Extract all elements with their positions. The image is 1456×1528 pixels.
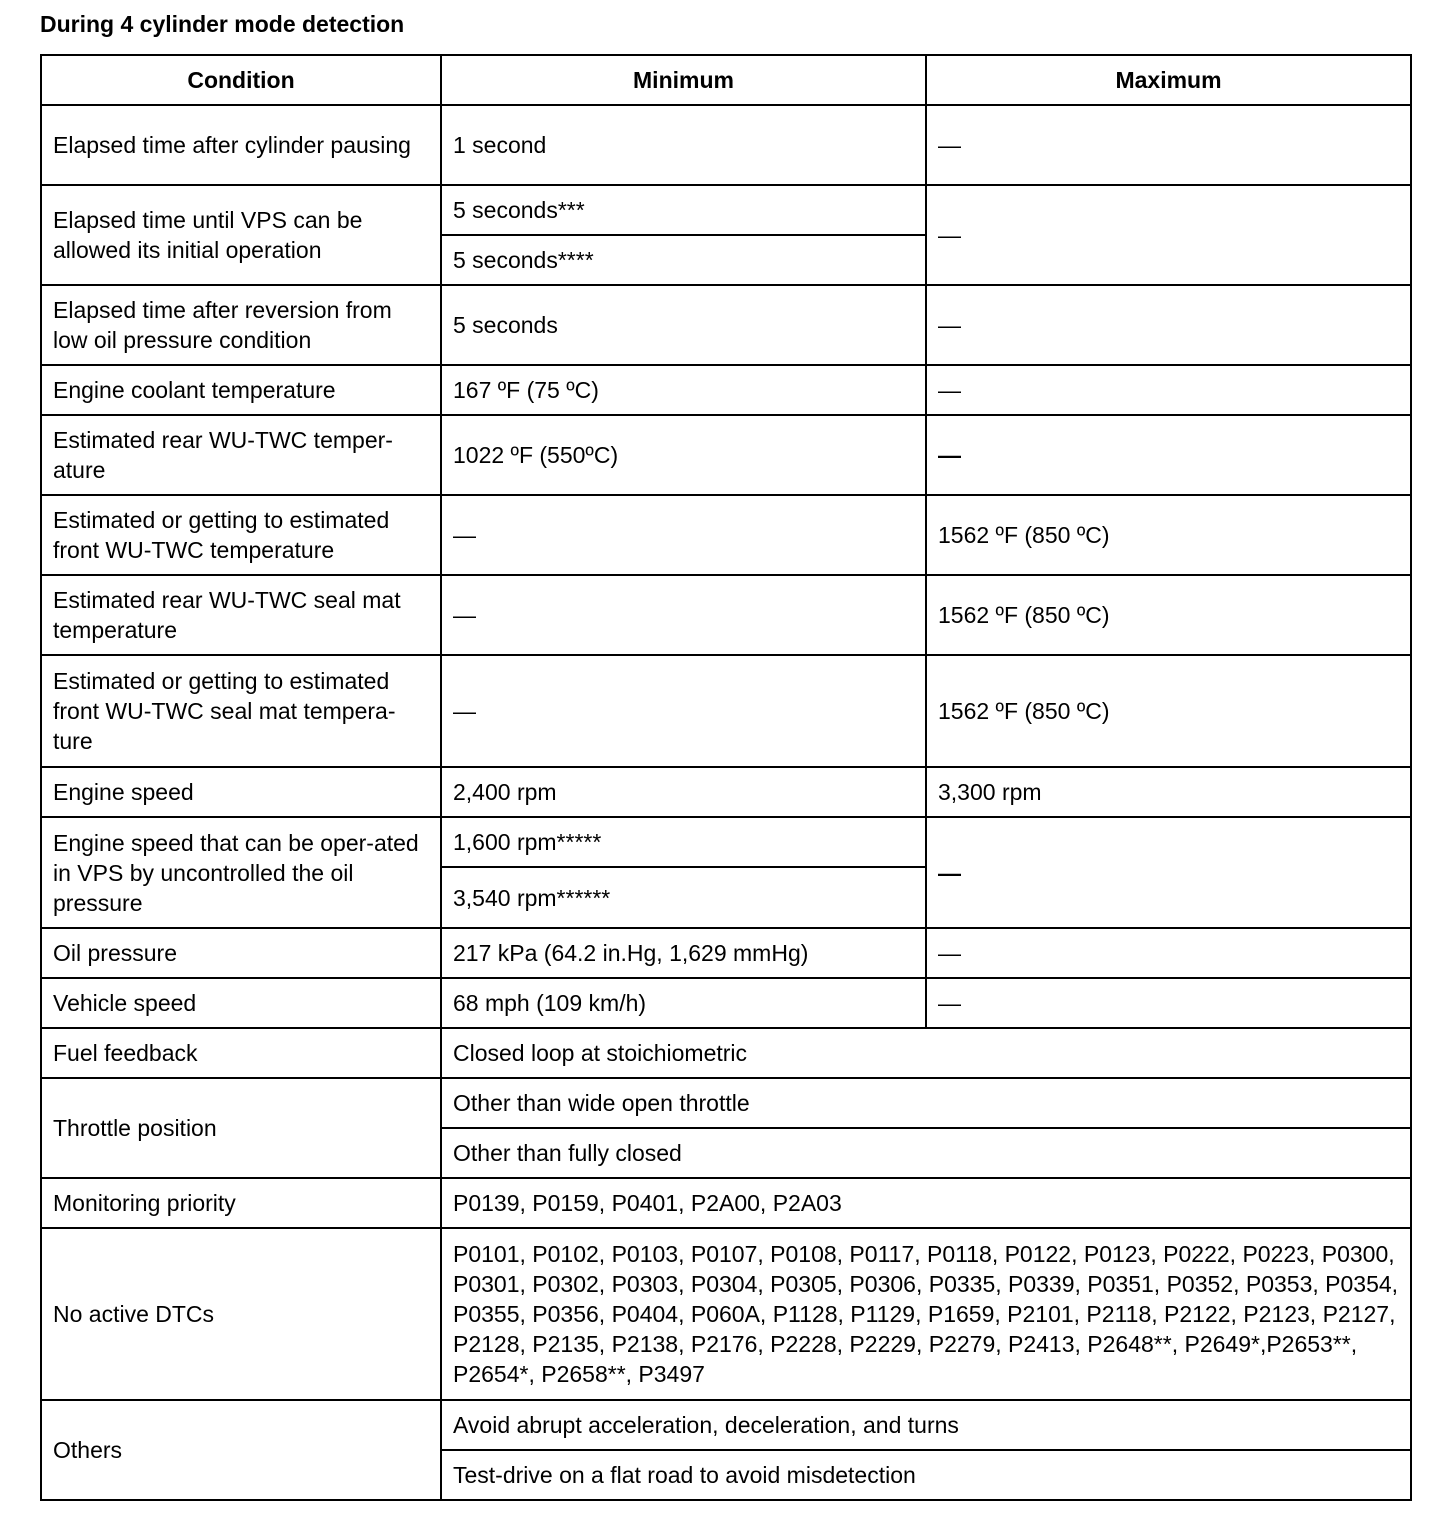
maximum-cell: 1562 ºF (850 ºC) [926,655,1411,767]
minimum-cell: 68 mph (109 km/h) [441,978,926,1028]
page-title: During 4 cylinder mode detection [40,11,405,37]
conditions-table [40,54,1412,1501]
table-row [41,105,1411,185]
table-row [41,978,1411,1028]
value-cell: Other than wide open throttle [441,1078,1411,1128]
condition-cell: Oil pressure [41,928,441,978]
minimum-cell: 2,400 rpm [441,767,926,817]
table-row [41,365,1411,415]
minimum-cell: — [441,655,926,767]
maximum-cell: — [926,978,1411,1028]
condition-cell: Monitoring priority [41,1178,441,1228]
table-row [41,1078,1411,1128]
maximum-cell: — [926,365,1411,415]
value-cell: Avoid abrupt acceleration, deceleration, and turns [441,1400,1411,1450]
condition-cell: Engine speed that can be oper-ated in VPS by uncontrolled the oil pressure [41,817,441,928]
minimum-cell: — [441,575,926,655]
condition-cell: Estimated or getting to estimated front WU-TWC temperature [41,495,441,575]
header-minimum: Minimum [441,55,926,105]
value-cell: Test-drive on a flat road to avoid misdetection [441,1450,1411,1500]
minimum-cell: 5 seconds**** [441,235,926,285]
minimum-cell: — [441,495,926,575]
condition-cell: Engine speed [41,767,441,817]
condition-cell: Fuel feedback [41,1028,441,1078]
table-header-row [41,55,1411,105]
table-row [41,575,1411,655]
table-row [41,185,1411,235]
condition-cell: Estimated or getting to estimated front WU-TWC seal mat tempera-ture [41,655,441,767]
minimum-cell: 5 seconds*** [441,185,926,235]
table-row [41,495,1411,575]
minimum-cell: 3,540 rpm****** [441,867,926,928]
table-row [41,767,1411,817]
condition-cell: Estimated rear WU-TWC seal mat temperature [41,575,441,655]
minimum-cell: 1022 ºF (550ºC) [441,415,926,495]
condition-cell: Elapsed time after cylinder pausing [41,105,441,185]
maximum-cell: — [926,817,1411,928]
table-row [41,1178,1411,1228]
header-maximum: Maximum [926,55,1411,105]
table-row [41,1228,1411,1400]
maximum-cell: — [926,105,1411,185]
maximum-cell: 1562 ºF (850 ºC) [926,575,1411,655]
header-condition: Condition [41,55,441,105]
minimum-cell: 1 second [441,105,926,185]
maximum-cell: 3,300 rpm [926,767,1411,817]
value-cell: P0101, P0102, P0103, P0107, P0108, P0117, P0118, P0122, P0123, P0222, P0223, P0300, P0301, P0302, P0303, P0304, P0305, P0306, P0335, P0339, P0351, P0352, P0353, P0354, P0355, P0356, P0404, P060A, P1128, P1129, P1659, P2101, P2118, P2122, P2123, P2127, P2128, P2135, P2138, P2176, P2228, P2229, P2279, P2413, P2648**, P2649*,P2653**, P2654*, P2658**, P3497 [441,1228,1411,1400]
value-cell: Other than fully closed [441,1128,1411,1178]
minimum-cell: 1,600 rpm***** [441,817,926,867]
condition-cell: Throttle position [41,1078,441,1178]
table-row [41,1028,1411,1078]
table-row [41,1400,1411,1450]
value-cell: P0139, P0159, P0401, P2A00, P2A03 [441,1178,1411,1228]
table-row [41,285,1411,365]
condition-cell: No active DTCs [41,1228,441,1400]
table-row [41,817,1411,867]
maximum-cell: — [926,415,1411,495]
maximum-cell: — [926,285,1411,365]
maximum-cell: — [926,185,1411,285]
table-row [41,415,1411,495]
maximum-cell: 1562 ºF (850 ºC) [926,495,1411,575]
minimum-cell: 5 seconds [441,285,926,365]
table-row [41,655,1411,767]
condition-cell: Elapsed time until VPS can be allowed its initial operation [41,185,441,285]
minimum-cell: 217 kPa (64.2 in.Hg, 1,629 mmHg) [441,928,926,978]
condition-cell: Estimated rear WU-TWC temper-ature [41,415,441,495]
value-cell: Closed loop at stoichiometric [441,1028,1411,1078]
condition-cell: Vehicle speed [41,978,441,1028]
condition-cell: Others [41,1400,441,1500]
condition-cell: Engine coolant temperature [41,365,441,415]
condition-cell: Elapsed time after reversion from low oil pressure condition [41,285,441,365]
table-row [41,928,1411,978]
maximum-cell: — [926,928,1411,978]
minimum-cell: 167 ºF (75 ºC) [441,365,926,415]
